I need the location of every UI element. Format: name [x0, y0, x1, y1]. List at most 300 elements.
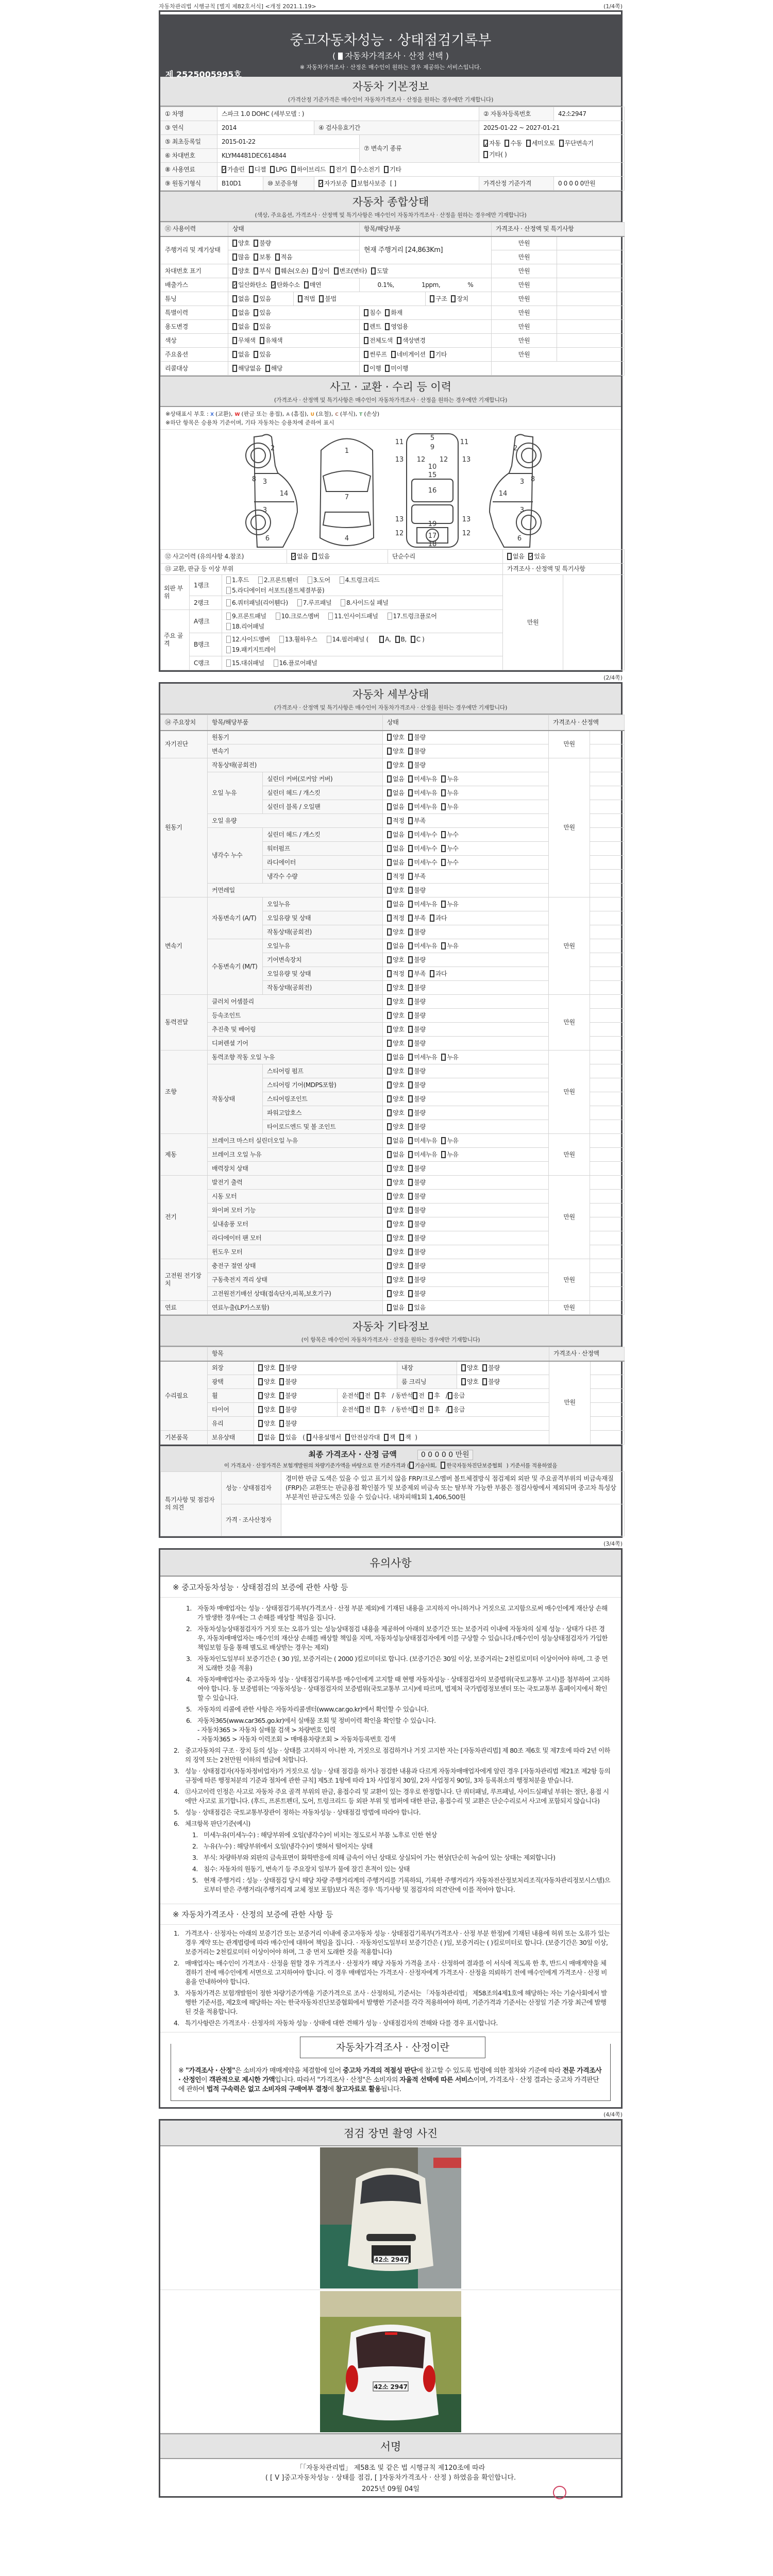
price-cell[interactable] [590, 884, 625, 897]
checkbox-icon[interactable] [258, 1434, 263, 1441]
checkbox-icon[interactable] [430, 295, 434, 302]
price-cell[interactable] [557, 320, 625, 334]
checkbox-option[interactable] [387, 1151, 404, 1158]
checkbox-icon[interactable] [387, 970, 392, 977]
checkbox-icon[interactable] [428, 1406, 433, 1413]
checkbox-icon[interactable] [559, 140, 564, 147]
checkbox-option[interactable] [387, 1221, 404, 1228]
checkbox-icon[interactable] [307, 1434, 311, 1441]
checked-checkbox-icon[interactable] [483, 140, 488, 147]
checkbox-icon[interactable] [413, 1406, 417, 1413]
checkbox-icon[interactable] [387, 1304, 392, 1311]
price-cell[interactable] [590, 828, 625, 842]
checkbox-option[interactable] [232, 337, 256, 344]
checkbox-icon[interactable] [408, 1165, 413, 1172]
checkbox-icon[interactable] [408, 1221, 413, 1228]
checkbox-option[interactable] [387, 928, 404, 936]
checkbox-option[interactable] [448, 1406, 465, 1413]
checkbox-icon[interactable] [387, 887, 392, 894]
checkbox-option[interactable] [312, 553, 329, 560]
checkbox-icon[interactable] [408, 1262, 413, 1269]
price-cell[interactable] [590, 1204, 625, 1217]
checkbox-icon[interactable] [387, 845, 392, 852]
checkbox-option[interactable] [408, 998, 425, 1005]
checkbox-icon[interactable] [345, 1434, 350, 1441]
checkbox-icon[interactable] [232, 295, 237, 302]
checkbox-option[interactable] [271, 281, 300, 289]
price-cell[interactable] [557, 348, 625, 362]
checkbox-icon[interactable] [408, 873, 413, 880]
checkbox-icon[interactable] [387, 789, 392, 796]
checkbox-option[interactable] [364, 351, 387, 358]
price-cell[interactable] [590, 1064, 625, 1078]
checkbox-option[interactable] [430, 970, 447, 977]
checkbox-icon[interactable] [408, 817, 413, 824]
checkbox-option[interactable] [408, 775, 437, 783]
checkbox-option[interactable] [408, 1137, 437, 1144]
checkbox-icon[interactable] [359, 1392, 364, 1399]
checkbox-icon[interactable] [226, 636, 231, 643]
checkbox-icon[interactable] [232, 337, 237, 344]
part-option[interactable] [276, 613, 320, 620]
checkbox-option[interactable] [279, 1434, 296, 1441]
checkbox-icon[interactable] [413, 1392, 417, 1399]
checkbox-option[interactable] [387, 1137, 404, 1144]
checkbox-icon[interactable] [279, 1406, 284, 1413]
checkbox-option[interactable] [387, 1067, 404, 1075]
checkbox-icon[interactable] [391, 351, 396, 358]
checkbox-icon[interactable] [387, 873, 392, 880]
checkbox-option[interactable] [408, 1040, 425, 1047]
price-cell[interactable] [590, 1092, 625, 1106]
checkbox-option[interactable] [461, 1378, 478, 1385]
checkbox-option[interactable] [408, 1081, 425, 1089]
checkbox-icon[interactable] [387, 1290, 392, 1297]
checkbox-option[interactable] [387, 1304, 404, 1311]
checkbox-icon[interactable] [408, 1276, 413, 1283]
checkbox-icon[interactable] [226, 599, 231, 606]
checkbox-icon[interactable] [258, 1378, 263, 1385]
checkbox-option[interactable] [232, 240, 249, 247]
price-cell[interactable] [590, 953, 625, 967]
checkbox-option[interactable] [448, 1392, 465, 1399]
checkbox-icon[interactable] [226, 659, 231, 667]
checkbox-icon[interactable] [387, 1109, 392, 1116]
checkbox-option[interactable] [408, 956, 425, 963]
checkbox-icon[interactable] [408, 1290, 413, 1297]
checkbox-option[interactable] [364, 323, 381, 330]
checkbox-icon[interactable] [387, 1234, 392, 1242]
price-cell[interactable] [590, 870, 625, 884]
checkbox-icon[interactable] [451, 295, 456, 302]
price-cell[interactable] [590, 1190, 625, 1204]
price-cell[interactable] [591, 1431, 625, 1445]
checkbox-icon[interactable] [304, 281, 309, 289]
checkbox-icon[interactable] [226, 587, 231, 594]
checkbox-option[interactable] [408, 984, 425, 991]
checkbox-icon[interactable] [364, 351, 368, 358]
checkbox-icon[interactable] [408, 1109, 413, 1116]
checkbox-option[interactable] [387, 803, 404, 810]
checkbox-option[interactable] [258, 1378, 275, 1385]
checkbox-option[interactable] [258, 1434, 275, 1441]
checkbox-option[interactable] [387, 1109, 404, 1116]
checkbox-icon[interactable] [411, 636, 415, 643]
checkbox-option[interactable] [408, 859, 437, 866]
checkbox-option[interactable] [408, 942, 437, 950]
price-cell[interactable] [590, 731, 625, 744]
checkbox-icon[interactable] [387, 1262, 392, 1269]
checkbox-icon[interactable] [408, 901, 413, 908]
checkbox-icon[interactable] [408, 859, 413, 866]
checkbox-icon[interactable] [408, 1151, 413, 1158]
checkbox-icon[interactable] [408, 1067, 413, 1075]
price-cell[interactable] [590, 1009, 625, 1023]
checkbox-option[interactable] [387, 1026, 404, 1033]
part-option[interactable] [226, 646, 276, 653]
checkbox-icon[interactable] [387, 956, 392, 963]
checkbox-option[interactable] [387, 817, 404, 824]
checkbox-icon[interactable] [387, 1151, 392, 1158]
checkbox-option[interactable] [408, 748, 425, 755]
checkbox-option[interactable] [387, 1276, 404, 1283]
checkbox-option[interactable] [441, 803, 458, 810]
price-cell[interactable] [590, 1162, 625, 1176]
price-cell[interactable] [557, 236, 625, 250]
checkbox-option[interactable] [387, 1179, 404, 1186]
part-option[interactable] [297, 599, 331, 606]
checkbox-icon[interactable] [371, 267, 376, 275]
checkbox-icon[interactable] [408, 748, 413, 755]
checkbox-option[interactable] [379, 636, 391, 643]
checkbox-option[interactable] [408, 761, 425, 769]
price-cell[interactable] [590, 995, 625, 1009]
checkbox-option[interactable] [408, 1234, 425, 1242]
price-cell[interactable] [590, 1120, 625, 1134]
checkbox-icon[interactable] [260, 337, 264, 344]
checkbox-icon[interactable] [441, 1054, 446, 1061]
checkbox-option[interactable] [312, 267, 329, 275]
checkbox-icon[interactable] [387, 1276, 392, 1283]
checkbox-icon[interactable] [364, 337, 368, 344]
price-survey-checkbox[interactable] [338, 53, 343, 60]
checkbox-option[interactable] [441, 775, 458, 783]
checkbox-icon[interactable] [387, 901, 392, 908]
checkbox-icon[interactable] [387, 1248, 392, 1256]
price-cell[interactable] [590, 967, 625, 981]
checkbox-option[interactable] [408, 1262, 425, 1269]
price-cell[interactable] [590, 1050, 625, 1064]
checkbox-icon[interactable] [275, 267, 280, 275]
checkbox-icon[interactable] [387, 1193, 392, 1200]
checkbox-option[interactable] [391, 351, 426, 358]
checkbox-option[interactable] [526, 140, 555, 147]
checkbox-option[interactable] [232, 281, 267, 289]
price-cell[interactable] [590, 1301, 625, 1315]
checkbox-icon[interactable] [232, 253, 237, 261]
checkbox-option[interactable] [384, 1434, 395, 1441]
checkbox-icon[interactable] [408, 1193, 413, 1200]
checkbox-option[interactable] [461, 1364, 478, 1371]
checkbox-option[interactable] [507, 553, 524, 560]
checkbox-icon[interactable] [387, 1054, 392, 1061]
checkbox-option[interactable] [375, 1392, 386, 1399]
part-option[interactable] [258, 577, 298, 584]
checkbox-icon[interactable] [408, 914, 413, 922]
checkbox-icon[interactable] [387, 984, 392, 991]
checked-checkbox-icon[interactable] [271, 281, 276, 289]
price-cell[interactable] [563, 575, 625, 670]
checkbox-option[interactable] [298, 295, 315, 302]
checkbox-option[interactable] [385, 309, 402, 316]
checkbox-option[interactable] [408, 887, 425, 894]
checkbox-option[interactable] [334, 267, 367, 275]
checkbox-icon[interactable] [387, 1179, 392, 1186]
checkbox-icon[interactable] [387, 1165, 392, 1172]
checkbox-option[interactable] [395, 636, 407, 643]
price-cell[interactable] [590, 1287, 625, 1301]
checkbox-option[interactable] [451, 295, 468, 302]
price-cell[interactable] [557, 278, 625, 292]
checkbox-icon[interactable] [226, 623, 231, 630]
checkbox-option[interactable] [279, 1364, 296, 1371]
checkbox-icon[interactable] [258, 1406, 263, 1413]
checkbox-icon[interactable] [254, 295, 258, 302]
checkbox-icon[interactable] [461, 1364, 466, 1371]
price-cell[interactable] [590, 911, 625, 925]
checkbox-option[interactable] [330, 166, 347, 173]
part-option[interactable] [226, 599, 288, 606]
part-option[interactable] [341, 599, 388, 606]
checkbox-option[interactable] [408, 1179, 425, 1186]
checkbox-option[interactable] [279, 1420, 296, 1427]
part-option[interactable] [226, 613, 266, 620]
price-cell[interactable] [590, 1106, 625, 1120]
price-cell[interactable] [590, 925, 625, 939]
price-cell[interactable] [590, 1245, 625, 1259]
checkbox-option[interactable] [319, 295, 336, 302]
checkbox-option[interactable] [387, 1040, 404, 1047]
checkbox-option[interactable] [265, 365, 282, 372]
checkbox-icon[interactable] [384, 166, 389, 173]
checkbox-icon[interactable] [441, 1462, 445, 1469]
checkbox-option[interactable] [408, 734, 425, 741]
checkbox-icon[interactable] [258, 1392, 263, 1399]
checkbox-icon[interactable] [276, 613, 280, 620]
checkbox-icon[interactable] [387, 817, 392, 824]
checkbox-icon[interactable] [279, 636, 284, 643]
checkbox-icon[interactable] [408, 984, 413, 991]
checkbox-icon[interactable] [351, 166, 356, 173]
checkbox-icon[interactable] [249, 166, 254, 173]
checkbox-option[interactable] [559, 140, 594, 147]
checkbox-icon[interactable] [430, 914, 434, 922]
checkbox-option[interactable] [270, 166, 287, 173]
checkbox-icon[interactable] [232, 351, 237, 358]
checkbox-icon[interactable] [387, 942, 392, 950]
price-cell[interactable] [590, 786, 625, 800]
checkbox-option[interactable] [254, 267, 271, 275]
checkbox-icon[interactable] [279, 1434, 284, 1441]
part-option[interactable] [226, 659, 264, 667]
checkbox-option[interactable] [408, 1276, 425, 1283]
checkbox-option[interactable] [387, 1262, 404, 1269]
checkbox-option[interactable] [441, 859, 458, 866]
price-cell[interactable] [590, 758, 625, 772]
checkbox-option[interactable] [408, 928, 425, 936]
checkbox-icon[interactable] [387, 859, 392, 866]
price-cell[interactable] [590, 800, 625, 814]
checked-checkbox-icon[interactable] [291, 553, 296, 560]
checkbox-option[interactable] [254, 240, 271, 247]
part-option[interactable] [226, 577, 249, 584]
price-cell[interactable] [590, 981, 625, 995]
checkbox-icon[interactable] [387, 803, 392, 810]
checkbox-option[interactable] [254, 309, 271, 316]
checkbox-option[interactable] [387, 970, 404, 977]
checkbox-option[interactable] [258, 1420, 275, 1427]
checkbox-option[interactable] [441, 901, 458, 908]
checkbox-option[interactable] [408, 1248, 425, 1256]
checkbox-icon[interactable] [430, 351, 434, 358]
part-option[interactable] [226, 623, 264, 630]
checkbox-icon[interactable] [441, 845, 446, 852]
price-cell[interactable] [557, 292, 625, 306]
price-cell[interactable] [590, 939, 625, 953]
checkbox-icon[interactable] [226, 613, 231, 620]
checkbox-icon[interactable] [232, 365, 237, 372]
checkbox-icon[interactable] [387, 748, 392, 755]
checkbox-icon[interactable] [441, 859, 446, 866]
checkbox-option[interactable] [345, 1434, 380, 1441]
price-cell[interactable] [591, 1361, 625, 1375]
price-cell[interactable] [590, 1134, 625, 1148]
checkbox-option[interactable] [408, 831, 437, 838]
checkbox-icon[interactable] [275, 253, 280, 261]
checkbox-icon[interactable] [232, 267, 237, 275]
checkbox-option[interactable] [279, 1406, 296, 1413]
checkbox-option[interactable] [387, 1054, 404, 1061]
checkbox-option[interactable] [249, 166, 266, 173]
part-option[interactable] [308, 577, 330, 584]
checkbox-option[interactable] [408, 1221, 425, 1228]
checkbox-icon[interactable] [526, 140, 531, 147]
checkbox-option[interactable] [413, 1392, 424, 1399]
checkbox-icon[interactable] [254, 240, 258, 247]
checkbox-option[interactable] [387, 1012, 404, 1019]
price-cell[interactable] [591, 1403, 625, 1417]
checkbox-icon[interactable] [408, 887, 413, 894]
checkbox-option[interactable] [387, 1234, 404, 1242]
checkbox-icon[interactable] [408, 831, 413, 838]
price-cell[interactable] [590, 1023, 625, 1037]
checkbox-icon[interactable] [483, 151, 488, 158]
checkbox-option[interactable] [408, 1304, 425, 1311]
checkbox-option[interactable] [441, 1463, 502, 1469]
checkbox-option[interactable] [408, 1095, 425, 1103]
checkbox-icon[interactable] [375, 1406, 379, 1413]
checkbox-option[interactable] [275, 253, 292, 261]
checkbox-icon[interactable] [384, 1434, 389, 1441]
checkbox-option[interactable] [387, 942, 404, 950]
checkbox-option[interactable] [408, 901, 437, 908]
checkbox-icon[interactable] [408, 1304, 413, 1311]
checkbox-icon[interactable] [397, 337, 401, 344]
checkbox-icon[interactable] [254, 323, 258, 330]
checkbox-icon[interactable] [408, 845, 413, 852]
checkbox-option[interactable] [483, 140, 500, 147]
checkbox-option[interactable] [387, 1290, 404, 1297]
price-cell[interactable] [557, 306, 625, 320]
checkbox-option[interactable] [254, 351, 271, 358]
price-cell[interactable] [590, 1078, 625, 1092]
checkbox-option[interactable] [351, 166, 380, 173]
checkbox-icon[interactable] [274, 659, 278, 667]
checkbox-icon[interactable] [387, 1095, 392, 1103]
checkbox-icon[interactable] [385, 323, 390, 330]
checkbox-icon[interactable] [408, 970, 413, 977]
checkbox-option[interactable] [254, 295, 271, 302]
checkbox-option[interactable] [428, 1406, 440, 1413]
checkbox-option[interactable] [258, 1392, 275, 1399]
checkbox-icon[interactable] [279, 1378, 284, 1385]
checkbox-option[interactable] [441, 942, 458, 950]
checkbox-icon[interactable] [408, 775, 413, 783]
checkbox-icon[interactable] [270, 166, 275, 173]
checkbox-icon[interactable] [387, 1221, 392, 1228]
checkbox-option[interactable] [408, 914, 425, 922]
checkbox-icon[interactable] [330, 166, 334, 173]
checkbox-option[interactable] [375, 1406, 386, 1413]
checkbox-icon[interactable] [258, 1420, 263, 1427]
checkbox-icon[interactable] [408, 789, 413, 796]
checkbox-icon[interactable] [387, 1123, 392, 1130]
checkbox-icon[interactable] [254, 351, 258, 358]
checkbox-icon[interactable] [387, 928, 392, 936]
price-cell[interactable] [590, 1037, 625, 1050]
checkbox-option[interactable] [258, 1364, 275, 1371]
checkbox-option[interactable] [387, 1248, 404, 1256]
checkbox-option[interactable] [399, 1434, 411, 1441]
checkbox-option[interactable] [232, 253, 249, 261]
checkbox-option[interactable] [408, 817, 425, 824]
checkbox-option[interactable] [387, 873, 404, 880]
checkbox-icon[interactable] [441, 789, 446, 796]
checkbox-icon[interactable] [441, 775, 446, 783]
checkbox-icon[interactable] [408, 761, 413, 769]
checkbox-option[interactable] [408, 789, 437, 796]
checkbox-icon[interactable] [232, 240, 237, 247]
checkbox-icon[interactable] [364, 365, 368, 372]
checkbox-option[interactable] [384, 166, 401, 173]
checked-checkbox-icon[interactable] [528, 553, 533, 560]
checkbox-icon[interactable] [387, 1026, 392, 1033]
checkbox-icon[interactable] [258, 577, 263, 584]
checkbox-icon[interactable] [341, 599, 345, 606]
price-cell[interactable] [590, 1259, 625, 1273]
checkbox-icon[interactable] [359, 1406, 364, 1413]
checkbox-option[interactable] [441, 1151, 458, 1158]
checkbox-icon[interactable] [448, 1392, 452, 1399]
checkbox-option[interactable] [408, 1193, 425, 1200]
checkbox-option[interactable] [232, 267, 249, 275]
checkbox-option[interactable] [351, 180, 386, 187]
checkbox-icon[interactable] [279, 1392, 284, 1399]
checkbox-icon[interactable] [408, 803, 413, 810]
checkbox-icon[interactable] [297, 599, 302, 606]
checkbox-icon[interactable] [351, 180, 356, 187]
checkbox-option[interactable] [408, 1109, 425, 1116]
